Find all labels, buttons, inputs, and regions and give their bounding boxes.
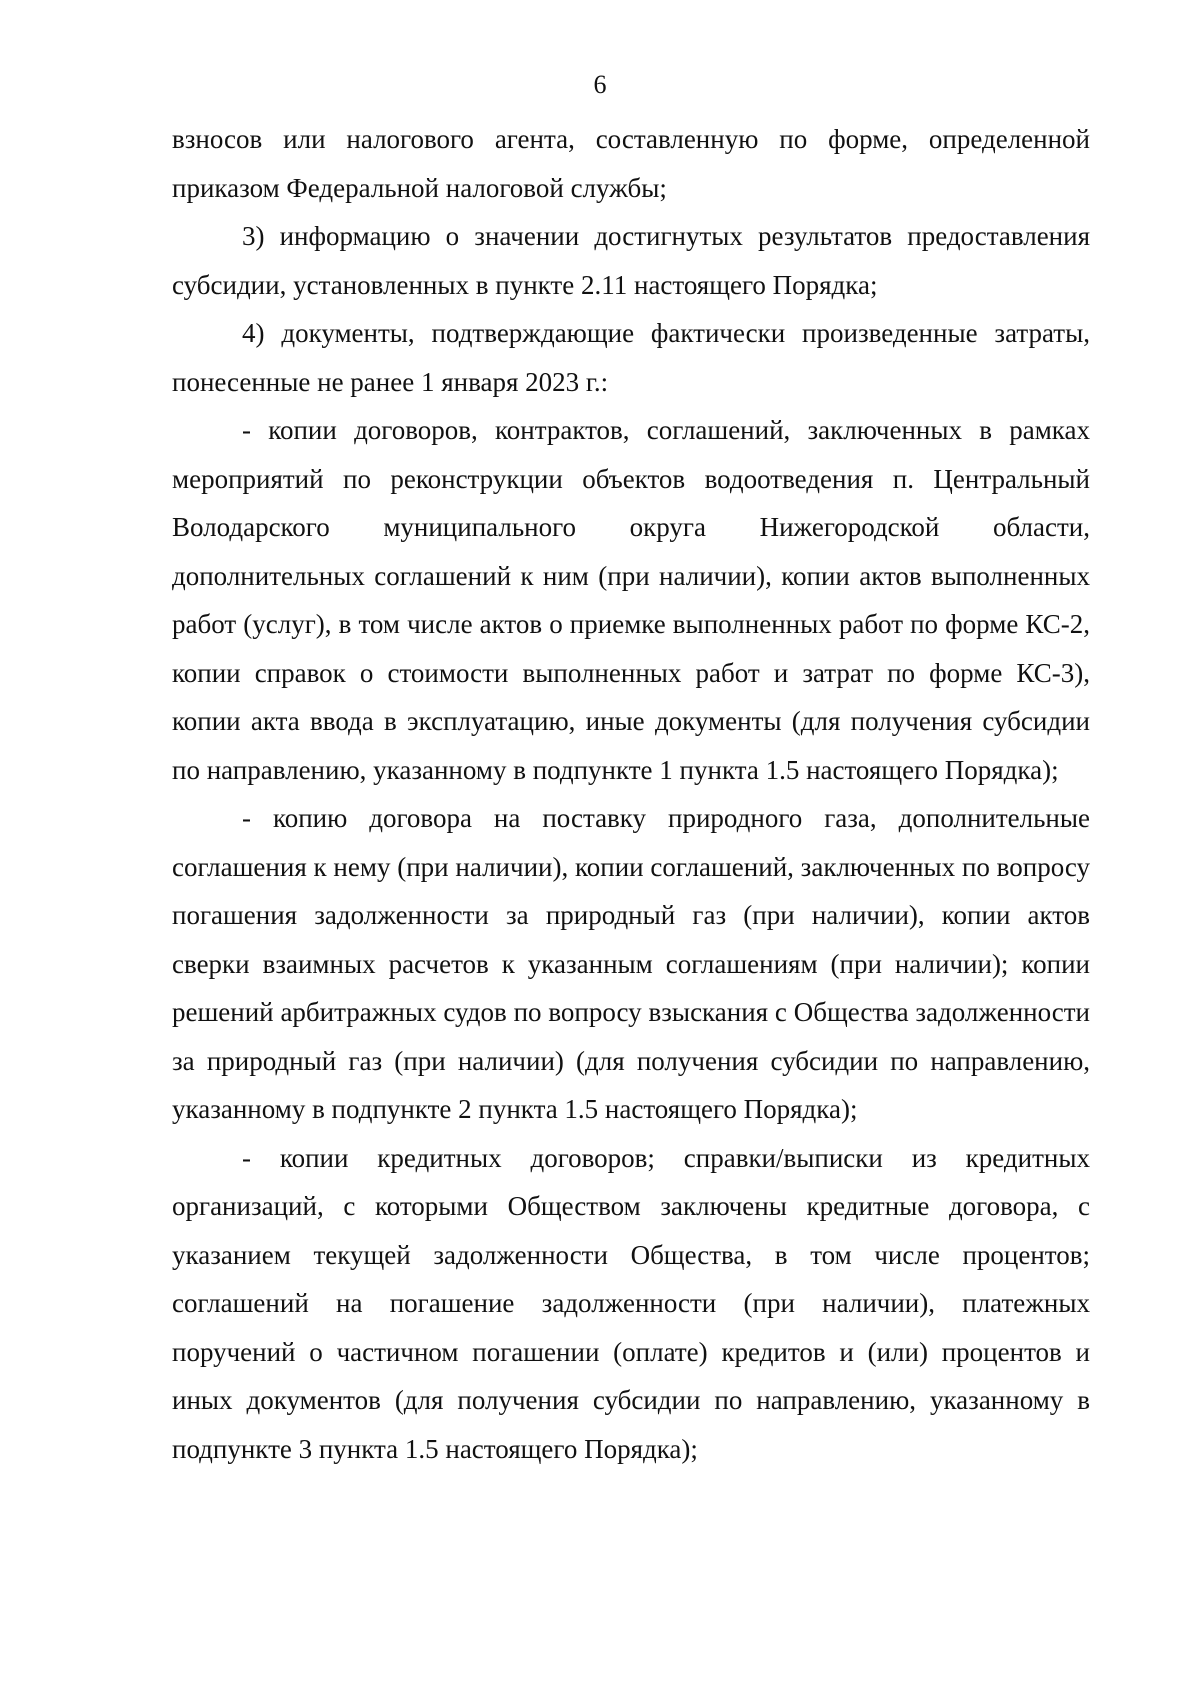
paragraph-6: - копии кредитных договоров; справки/выписки из кредитных организаций, с которыми Обществом заключены кредитные договора, с указанием текущей задолженности Общества, в том числе процентов; соглашений на погашение задолженности (при наличии), платежных поручений о частичном погашении (оплате) кредитов и (или) процентов и иных документов (для получения субсидии по направлению, указанному в подпункте 3 пункта 1.5 настоящего Порядка); xyxy=(172,1142,1090,1464)
page-number: 6 xyxy=(593,70,607,99)
paragraph-4: - копии договоров, контрактов, соглашений, заключенных в рамках мероприятий по реконструкции объектов водоотведения п. Центральный Володарского муниципального округа Нижегородской области, дополнительных соглашений к ним (при наличии), копии актов выполненных работ (услуг), в том числе актов о приемке выполненных работ по форме КС-2, копии справок о стоимости выполненных работ и затрат по форме КС-3), копии акта ввода в эксплуатацию, иные документы (для получения субсидии по направлению, указанному в подпункте 1 пункта 1.5 настоящего Порядка); xyxy=(172,415,1090,785)
paragraph-1: взносов или налогового агента, составленную по форме, определенной приказом Федеральной налоговой службы; xyxy=(172,124,1090,203)
paragraph-5: - копию договора на поставку природного газа, дополнительные соглашения к нему (при наличии), копии соглашений, заключенных по вопросу погашения задолженности за природный газ (при наличии), копии актов сверки взаимных расчетов к указанным соглашениям (при наличии); копии решений арбитражных судов по вопросу взыскания с Общества задолженности за природный газ (при наличии) (для получения субсидии по направлению, указанному в подпункте 2 пункта 1.5 настоящего Порядка); xyxy=(172,803,1090,1124)
paragraph-2: 3) информацию о значении достигнутых результатов предоставления субсидии, установленных в пункте 2.11 настоящего Порядка; xyxy=(172,221,1090,300)
document-body xyxy=(172,115,1090,1473)
paragraph-3: 4) документы, подтверждающие фактически произведенные затраты, понесенные не ранее 1 января 2023 г.: xyxy=(172,318,1090,397)
